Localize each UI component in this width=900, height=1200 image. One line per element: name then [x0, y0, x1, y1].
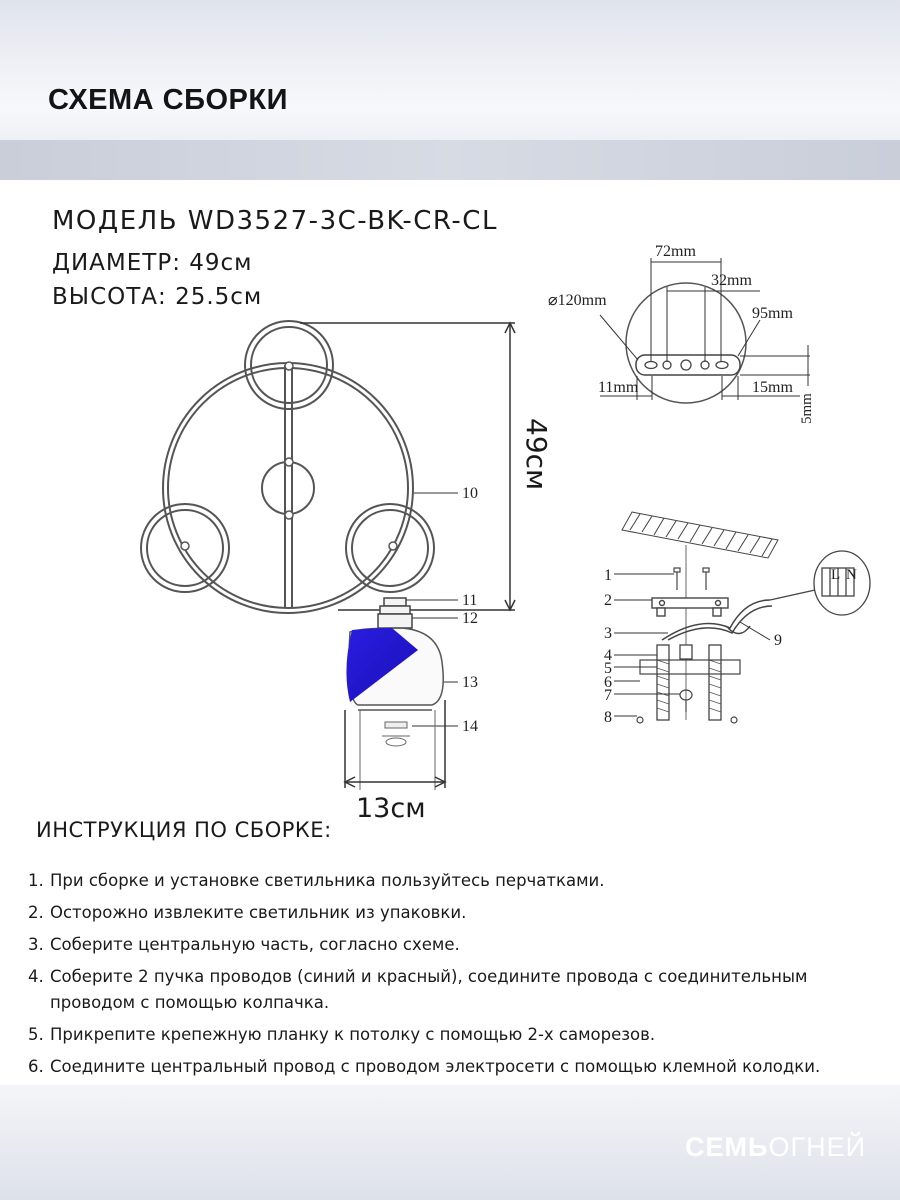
width-dimension-label: 13см [356, 793, 426, 820]
step-number: 1. [28, 871, 44, 890]
mount-label-6: 6 [604, 674, 612, 691]
mount-label-1: 1 [604, 567, 612, 584]
shade-opening [360, 710, 435, 790]
center-hub [262, 462, 314, 514]
part-label-13: 13 [462, 674, 478, 691]
terminal-block-detail [770, 551, 870, 615]
page-title: СХЕМА СБОРКИ [48, 84, 288, 116]
list-item [28, 932, 888, 958]
step-number: 3. [28, 935, 44, 954]
dim-11mm: 11mm [598, 379, 639, 396]
dim-95mm: 95mm [752, 305, 793, 322]
main-ring [163, 363, 413, 613]
diameter-spec: ДИАМЕТР: 49см [52, 250, 253, 276]
step-text: При сборке и установке светильника пользуйтесь перчатками. [50, 871, 605, 890]
brand-logo [685, 1132, 866, 1163]
dim-32mm: 32mm [711, 272, 752, 289]
ceiling-hatch [622, 512, 778, 558]
vertical-bar [285, 365, 292, 608]
part-label-10: 10 [462, 485, 478, 502]
terminal-letter-n: N [846, 567, 857, 583]
dim-15mm: 15mm [752, 379, 793, 396]
mount-label-5: 5 [604, 660, 612, 677]
lamp-socket [378, 598, 412, 628]
step-text-continued: проводом с помощью колпачка. [50, 993, 330, 1012]
plate-circle [626, 283, 746, 403]
instructions-heading: ИНСТРУКЦИЯ ПО СБОРКЕ: [36, 818, 332, 842]
list-item [28, 900, 888, 926]
step-text: Соберите центральную часть, согласно схеме. [50, 935, 460, 954]
mount-label-3: 3 [604, 625, 612, 642]
dim-120mm: ⌀120mm [548, 292, 607, 309]
list-item [28, 1054, 888, 1080]
list-item [28, 964, 888, 1016]
instructions-list [28, 868, 888, 1086]
step-text: Соедините центральный провод с проводом электросети с помощью клемной колодки. [50, 1057, 821, 1076]
list-item [28, 868, 888, 894]
mount-label-4: 4 [604, 647, 612, 664]
model-spec: МОДЕЛЬ WD3527-3C-BK-CR-CL [52, 206, 498, 236]
screws [674, 568, 709, 590]
step-text: Соберите 2 пучка проводов (синий и красный), соедините провода с соединительным [50, 967, 808, 986]
mount-bracket [652, 598, 728, 616]
terminal-letter-l: L [831, 567, 841, 583]
step-text: Прикрепите крепежную планку к потолку с помощью 2-х саморезов. [50, 1025, 656, 1044]
step-number: 5. [28, 1025, 44, 1044]
list-item [28, 1022, 888, 1048]
brand-name-light: ОГНЕЙ [768, 1132, 866, 1162]
dim-5mm: 5mm [799, 393, 815, 424]
mount-label-7: 7 [604, 687, 612, 704]
dim-72mm: 72mm [655, 243, 696, 260]
part-label-14: 14 [462, 718, 478, 735]
plate-bar [636, 355, 740, 375]
mount-label-8: 8 [604, 709, 612, 726]
part-label-11: 11 [462, 592, 478, 609]
step-number: 4. [28, 967, 44, 986]
part-label-12: 12 [462, 610, 478, 627]
brand-name-strong: СЕМЬ [685, 1132, 769, 1162]
mount-label-2: 2 [604, 592, 612, 609]
mount-label-9: 9 [774, 632, 782, 649]
height-spec: ВЫСОТА: 25.5см [52, 284, 263, 310]
height-dimension-label: 49см [520, 418, 553, 491]
step-number: 6. [28, 1057, 44, 1076]
step-text: Осторожно извлеките светильник из упаковки. [50, 903, 467, 922]
step-number: 2. [28, 903, 44, 922]
canopy-outline [637, 660, 740, 723]
